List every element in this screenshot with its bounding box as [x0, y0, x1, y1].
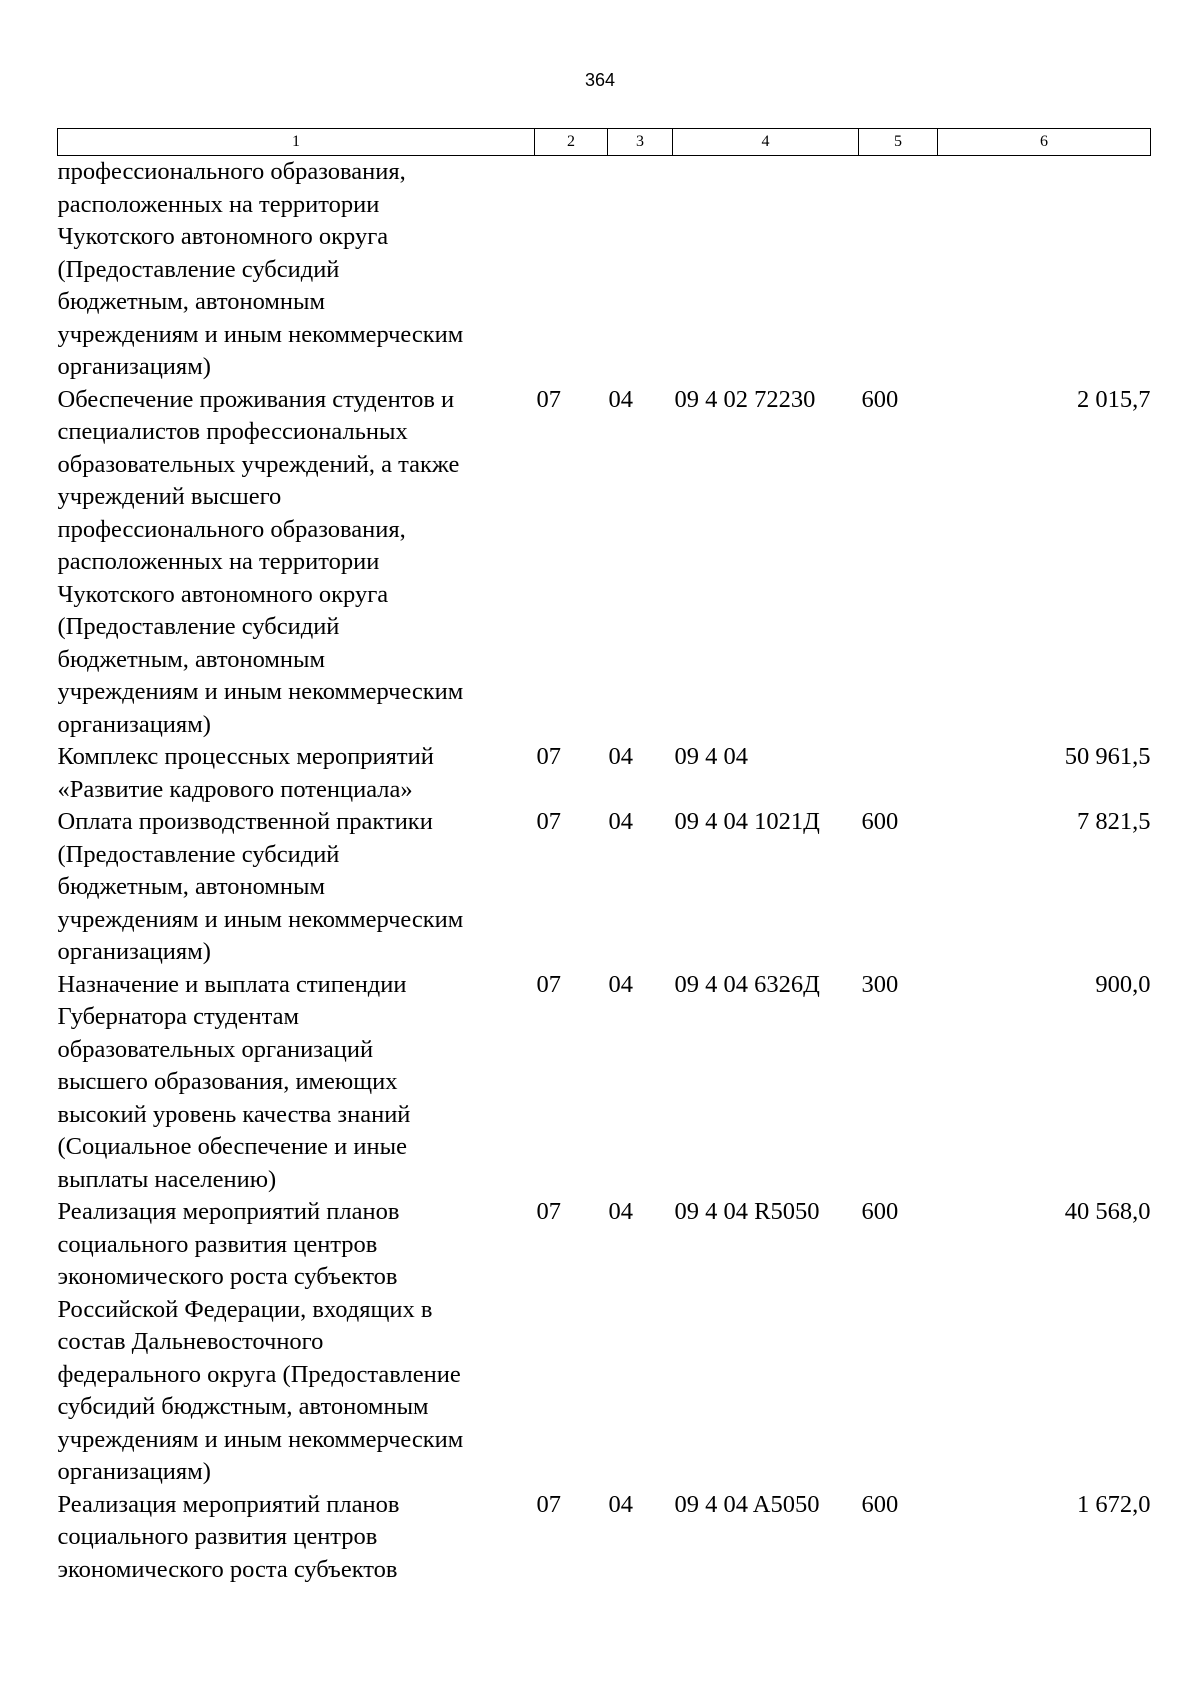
row-name: [58, 156, 535, 384]
table-body: [58, 156, 1151, 1587]
budget-table: [57, 128, 1151, 1586]
table-row: [58, 969, 1151, 1197]
row-subsection: 04: [608, 743, 633, 770]
row-target-code: 09 4 04 R5050: [674, 1198, 820, 1225]
table-row: [58, 156, 1151, 384]
row-name-line: (Предоставление субсидий: [57, 255, 340, 283]
row-name-line: Российской Федерации, входящих в: [57, 1295, 433, 1323]
row-name: [58, 384, 535, 742]
row-name-line: (Социальное обеспечение и иные: [57, 1133, 407, 1160]
row-name-line: Губернатора студентам: [57, 1003, 299, 1030]
row-name-line: Оплата производственной практики: [57, 808, 433, 835]
row-name-line: учреждениям и иным некоммерческим: [57, 1425, 464, 1453]
row-expense-type: 600: [861, 808, 899, 835]
row-name-line: субсидий бюджстным, автономным: [57, 1393, 429, 1420]
row-name-line: организациям): [57, 710, 211, 738]
row-amount: 40 568,0: [1064, 1198, 1151, 1225]
row-name-line: федерального округа (Предоставление: [57, 1360, 461, 1388]
row-name: [58, 969, 535, 1197]
row-section: [535, 156, 608, 384]
row-subsection: [608, 156, 673, 384]
row-name-line: «Развитие кадрового потенциала»: [57, 775, 413, 803]
page-number: 364: [584, 70, 616, 90]
row-name-line: учреждениям и иным некоммерческим: [57, 320, 464, 348]
row-name-line: бюджетным, автономным: [57, 873, 325, 900]
row-name-line: учреждениям и иным некоммерческим: [57, 905, 464, 933]
row-name-line: расположенных на территории: [57, 548, 380, 575]
row-name-line: организациям): [57, 1458, 211, 1485]
row-name-line: бюджетным, автономным: [57, 288, 325, 315]
row-name-line: Комплекс процессных мероприятий: [57, 743, 434, 770]
row-name: [58, 806, 535, 969]
row-name-line: Чукотского автономного округа: [57, 580, 389, 608]
row-amount: [938, 156, 1151, 384]
row-name: [58, 741, 535, 806]
table-row: [58, 806, 1151, 969]
column-header-3: 3: [608, 129, 673, 156]
row-subsection: 04: [608, 808, 633, 835]
row-name-line: высокий уровень качества знаний: [57, 1100, 411, 1128]
column-header-2: 2: [535, 129, 608, 156]
row-section: 07: [536, 808, 561, 835]
row-target-code: 09 4 02 72230: [674, 385, 816, 413]
row-name-line: (Предоставление субсидий: [57, 840, 340, 868]
row-name-line: профессионального образования,: [57, 158, 406, 185]
table-row: [58, 1196, 1151, 1489]
row-name-line: учреждениям и иным некоммерческим: [57, 678, 464, 705]
row-section: 07: [536, 385, 561, 413]
header-row: [58, 129, 1151, 156]
row-name-line: социального развития центров: [57, 1230, 378, 1258]
row-name-line: образовательных организаций: [57, 1035, 374, 1063]
row-name-line: Реализация мероприятий планов: [57, 1490, 400, 1518]
row-name-line: экономического роста субъектов: [57, 1555, 398, 1583]
row-amount: 50 961,5: [1064, 743, 1151, 770]
row-name-line: Чукотского автономного округа: [57, 223, 389, 250]
row-name-line: состав Дальневосточного: [57, 1328, 324, 1355]
row-target-code: 09 4 04 6326Д: [674, 970, 820, 998]
row-expense-type: [859, 741, 938, 806]
table-row: [58, 384, 1151, 742]
row-name: [58, 1196, 535, 1489]
column-header-6: 6: [938, 129, 1151, 156]
row-name-line: выплаты населению): [57, 1165, 277, 1193]
row-target-code: 09 4 04 1021Д: [674, 808, 820, 835]
row-expense-type: 600: [861, 1198, 899, 1225]
row-name-line: организациям): [57, 353, 211, 380]
column-header-5: 5: [859, 129, 938, 156]
row-name-line: специалистов профессиональных: [57, 418, 408, 445]
row-subsection: 04: [608, 970, 633, 998]
row-target-code: [673, 156, 859, 384]
row-subsection: 04: [608, 1490, 633, 1518]
row-section: 07: [536, 743, 561, 770]
row-target-code: 09 4 04: [674, 743, 748, 770]
table-row: [58, 1489, 1151, 1587]
row-name-line: бюджетным, автономным: [57, 645, 325, 673]
row-amount: 900,0: [1095, 970, 1151, 998]
row-subsection: 04: [608, 1198, 633, 1225]
row-section: 07: [536, 1198, 561, 1225]
row-name-line: социального развития центров: [57, 1523, 378, 1550]
row-amount: 7 821,5: [1077, 808, 1151, 835]
row-section: 07: [536, 1490, 561, 1518]
row-name-line: Назначение и выплата стипендии: [57, 970, 407, 998]
row-name-line: высшего образования, имеющих: [57, 1068, 398, 1095]
row-target-code: 09 4 04 A5050: [674, 1490, 820, 1518]
column-header-4: 4: [673, 129, 859, 156]
row-section: 07: [536, 970, 561, 998]
row-name-line: Обеспечение проживания студентов и: [57, 385, 455, 413]
row-name: [58, 1489, 535, 1587]
row-name-line: учреждений высшего: [57, 483, 282, 510]
row-name-line: расположенных на территории: [57, 190, 380, 218]
row-name-line: организациям): [57, 938, 211, 965]
table-row: [58, 741, 1151, 806]
row-name-line: Реализация мероприятий планов: [57, 1198, 400, 1225]
row-expense-type: 300: [861, 970, 899, 998]
row-name-line: образовательных учреждений, а также: [57, 450, 460, 478]
row-expense-type: 600: [861, 1490, 899, 1518]
row-expense-type: 600: [861, 385, 899, 413]
row-amount: 1 672,0: [1077, 1490, 1151, 1518]
row-name-line: экономического роста субъектов: [57, 1263, 398, 1290]
row-name-line: профессионального образования,: [57, 515, 406, 543]
column-header-1: 1: [58, 129, 535, 156]
row-expense-type: [859, 156, 938, 384]
row-subsection: 04: [608, 385, 633, 413]
row-name-line: (Предоставление субсидий: [57, 613, 340, 640]
row-amount: 2 015,7: [1077, 385, 1151, 413]
